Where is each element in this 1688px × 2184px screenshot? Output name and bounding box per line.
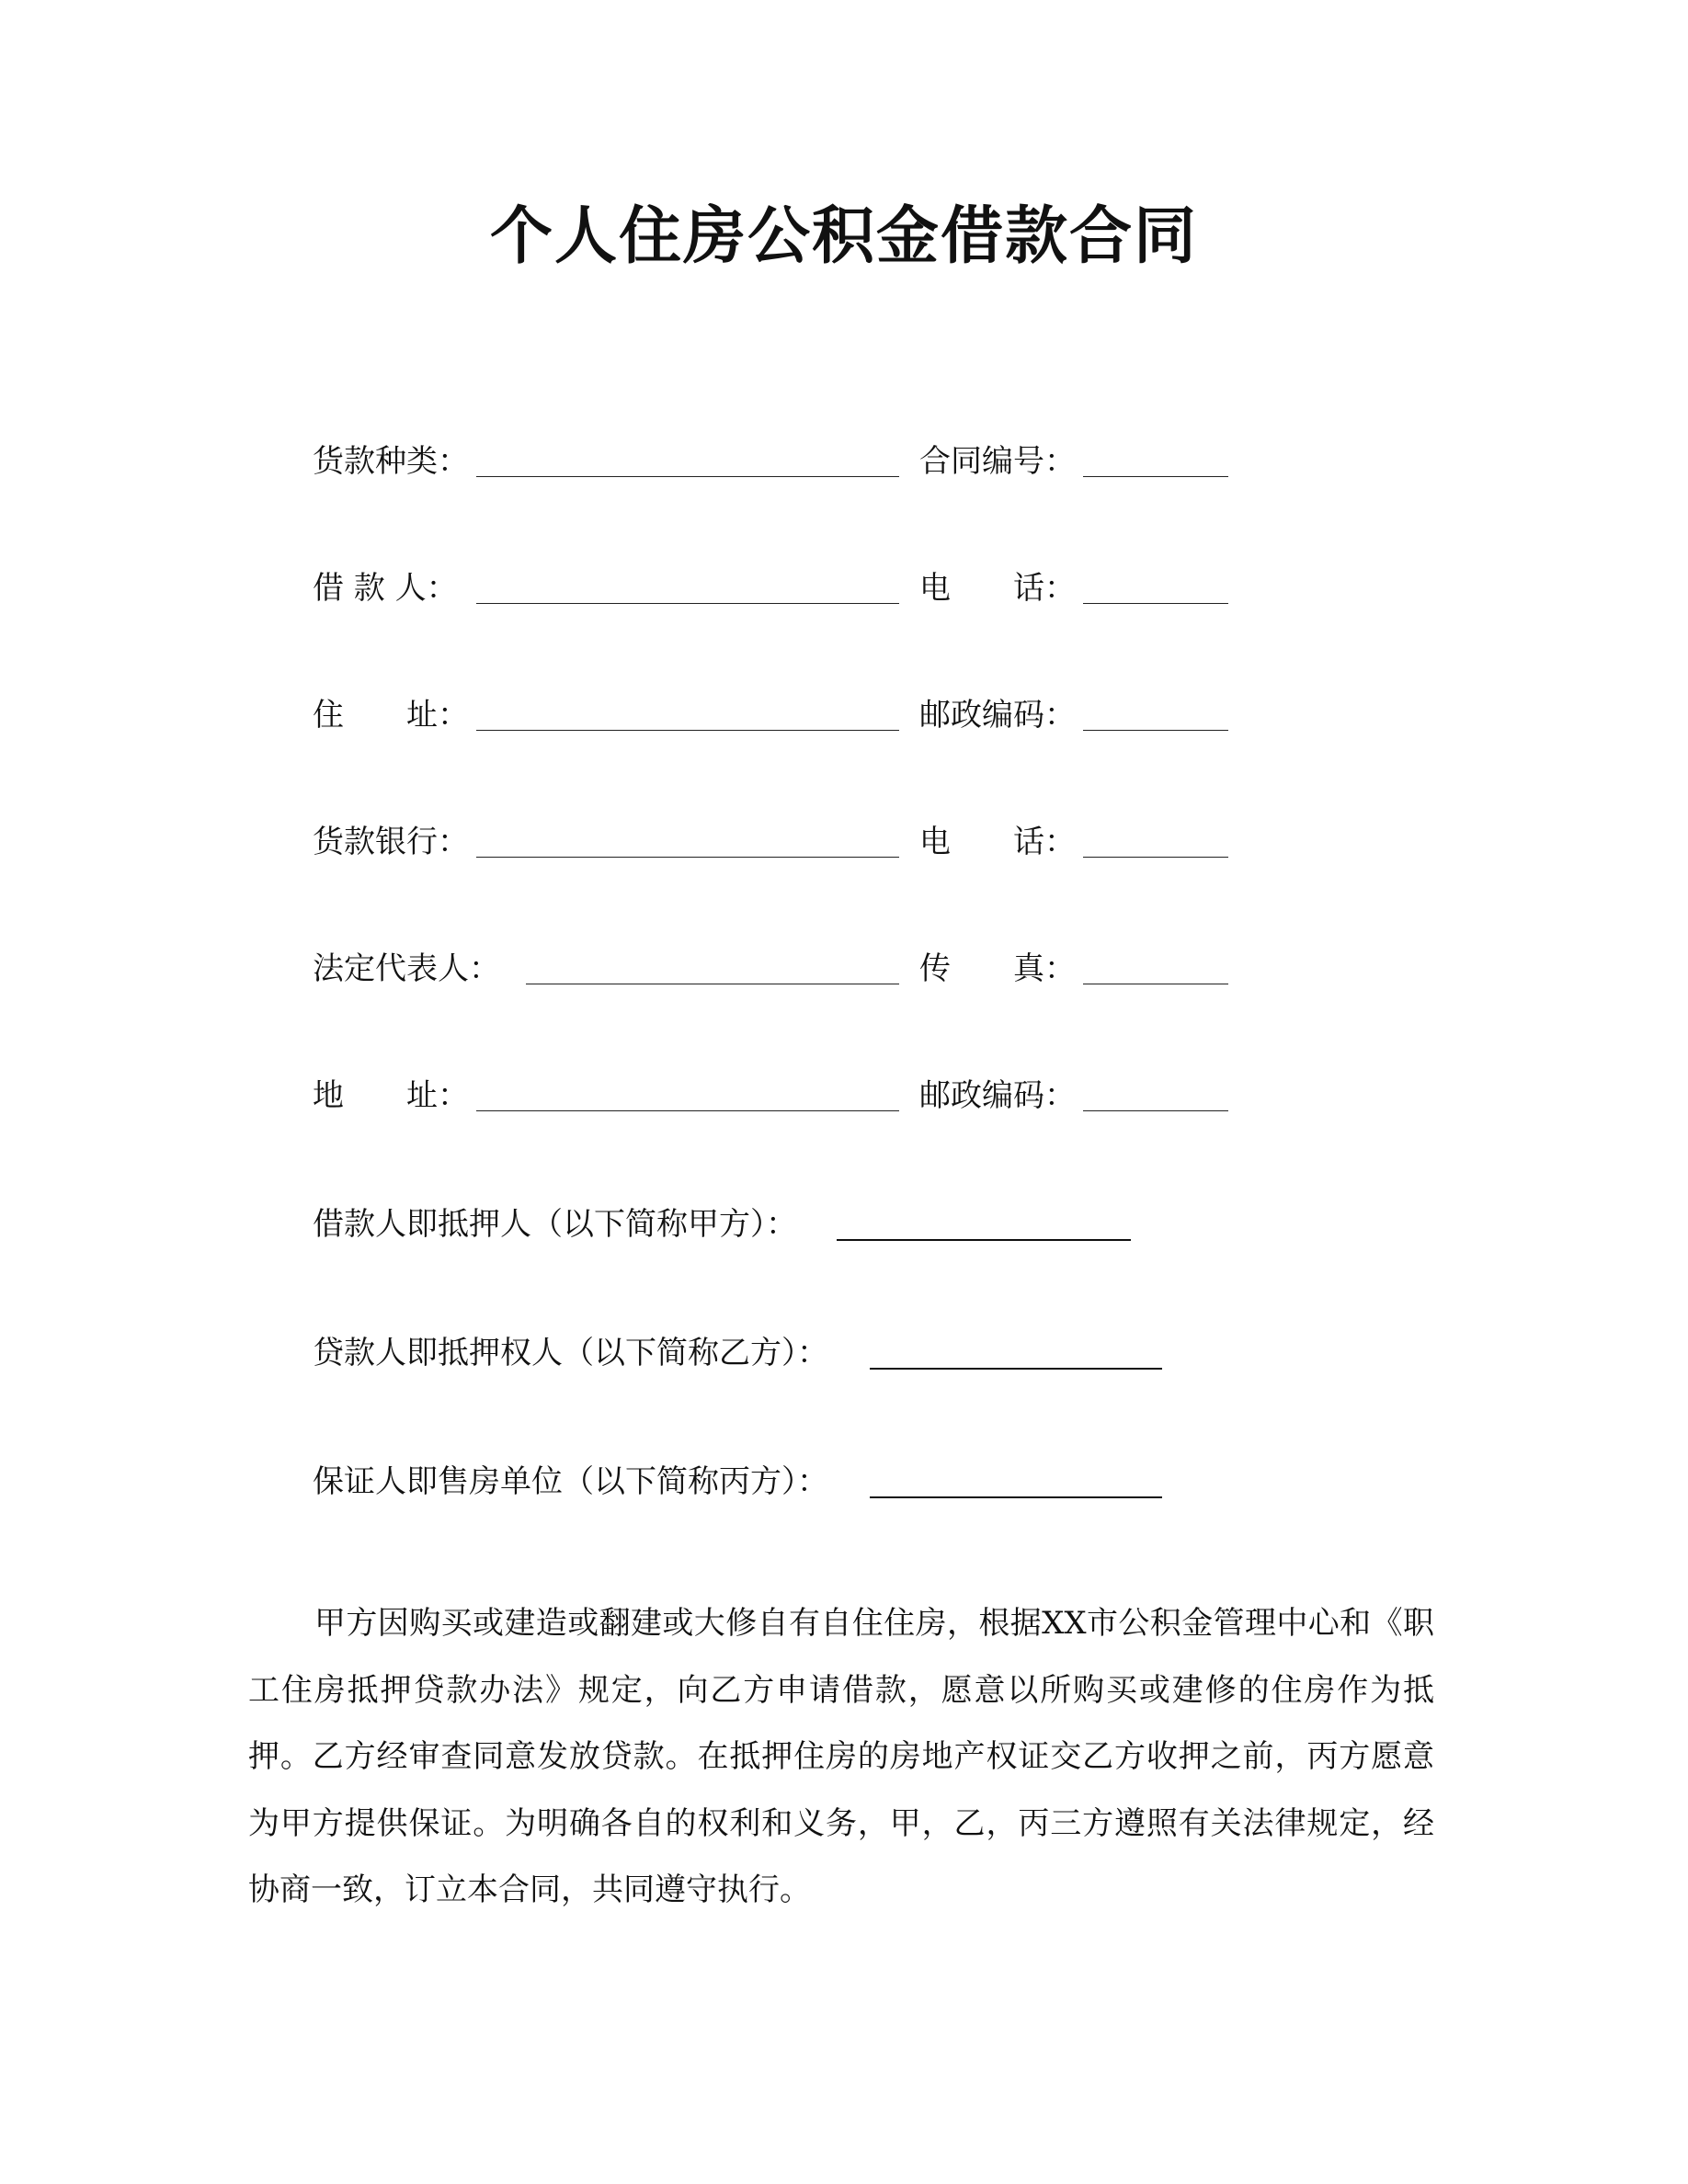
field-label-legal-rep: 法定代表人： [313, 950, 500, 987]
party-blank-c[interactable] [870, 1496, 1162, 1498]
field-blank-bank-phone[interactable] [1083, 857, 1228, 858]
field-blank-loan-type[interactable] [476, 476, 899, 477]
field-blank-bank-postcode[interactable] [1083, 1110, 1228, 1111]
party-row-b [0, 1325, 1688, 1381]
party-label-c: 保证人即售房单位（以下简称丙方）： [313, 1463, 828, 1500]
field-blank-postcode[interactable] [1083, 730, 1228, 731]
party-label-a: 借款人即抵押人（以下简称甲方）： [313, 1206, 797, 1243]
field-row-address [0, 688, 1688, 743]
party-blank-a[interactable] [837, 1239, 1131, 1241]
field-label-contract-no: 合同编号： [919, 443, 1076, 480]
field-row-borrower [0, 561, 1688, 616]
party-label-b: 贷款人即抵押权人（以下简称乙方）： [313, 1335, 828, 1371]
field-label-bank-postcode: 邮政编码： [919, 1077, 1076, 1114]
party-row-c [0, 1454, 1688, 1509]
party-row-a [0, 1197, 1688, 1252]
field-label-bank-address: 地 址： [313, 1077, 469, 1114]
document-title: 个人住房公积金借款合同 [489, 200, 1198, 273]
field-blank-phone[interactable] [1083, 603, 1228, 604]
field-blank-borrower[interactable] [476, 603, 899, 604]
field-row-bank [0, 814, 1688, 870]
field-label-phone: 电 话： [919, 570, 1076, 607]
field-label-fax: 传 真： [919, 950, 1076, 987]
field-label-address: 住 址： [313, 697, 469, 734]
field-row-bank-address [0, 1068, 1688, 1123]
field-label-bank: 货款银行： [313, 824, 469, 860]
field-row-legal-rep [0, 941, 1688, 996]
field-blank-contract-no[interactable] [1083, 476, 1228, 477]
party-blank-b[interactable] [870, 1368, 1162, 1370]
field-blank-bank-address[interactable] [476, 1110, 899, 1111]
field-blank-address[interactable] [476, 730, 899, 731]
field-label-postcode: 邮政编码： [919, 697, 1076, 734]
field-label-bank-phone: 电 话： [919, 824, 1076, 860]
field-row-loan-type [0, 434, 1688, 489]
contract-preamble: 甲方因购买或建造或翻建或大修自有自住住房，根据XX市公积金管理中心和《职工住房抵押贷款办法》规定，向乙方申请借款，愿意以所购买或建修的住房作为抵押。乙方经审查同意发放贷款。在抵押住房的房地产权证交乙方收押之前，丙方愿意为甲方提供保证。为明确各自的权利和义务，甲，乙，丙三方遵照有关法律规定，经协商一致，订立本合同，共同遵守执行。 [248, 1605, 1434, 1908]
field-label-loan-type: 货款种类： [313, 443, 469, 480]
field-label-borrower: 借 款 人： [313, 570, 458, 607]
field-blank-bank[interactable] [476, 857, 899, 858]
